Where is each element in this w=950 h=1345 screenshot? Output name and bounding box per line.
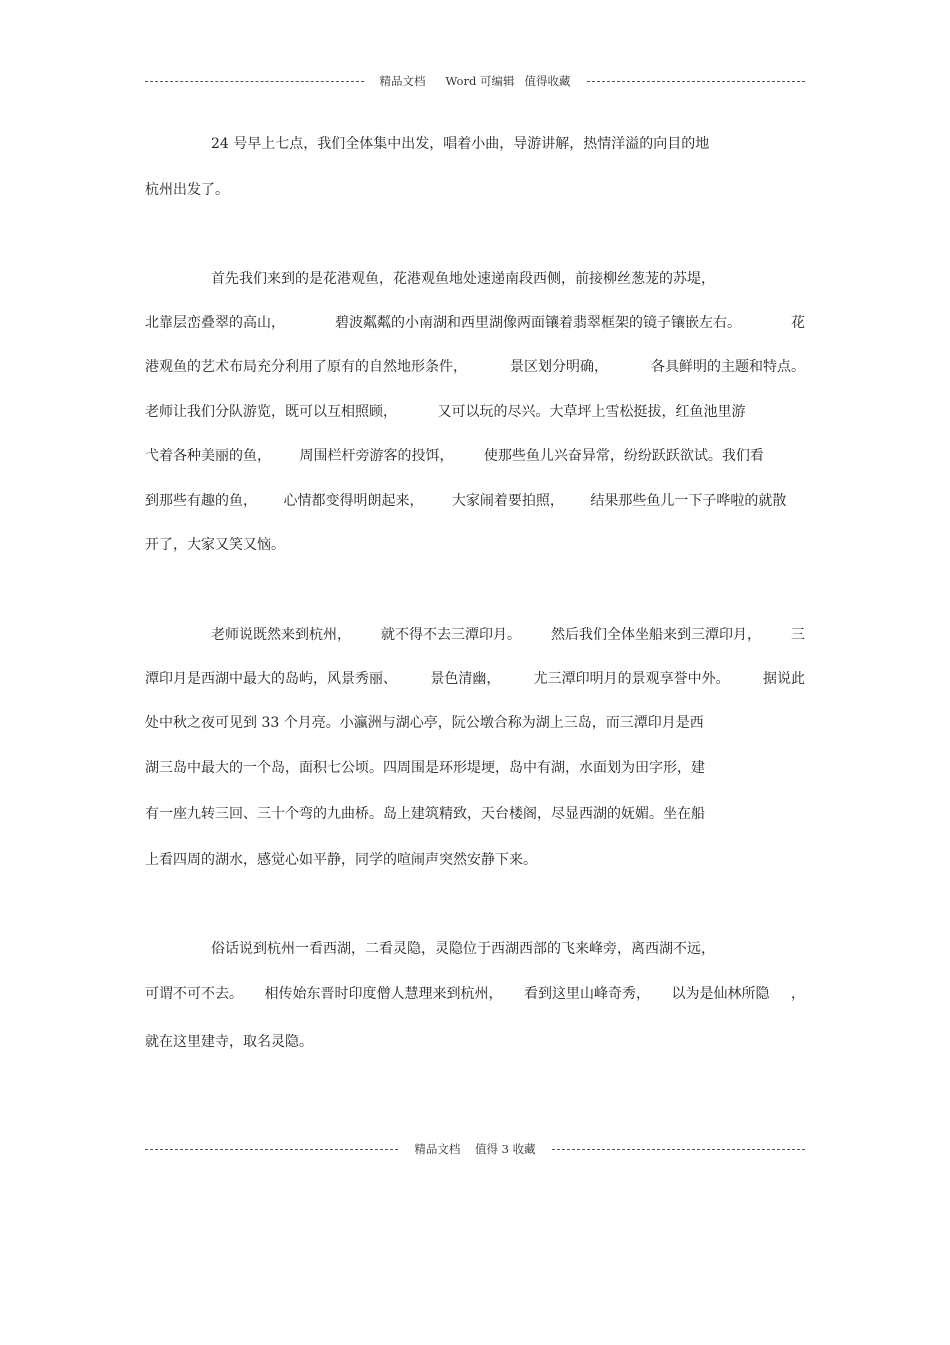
- p3-line-2-seg: 尤三潭印明月的景观享誉中外。: [533, 671, 730, 687]
- header-label: 精品文档: [379, 74, 426, 88]
- p3-line-3: 处中秋之夜可见到 33 个月亮。小瀛洲与湖心亭，阮公墩合称为湖上三岛，而三潭印月是西: [145, 715, 704, 731]
- p2-line-2-seg: 北靠层峦叠翠的高山，: [145, 315, 285, 331]
- p3-line-1: [211, 624, 805, 644]
- footer-rule-right: [552, 1149, 805, 1150]
- p4-line-2-seg: ，: [791, 986, 805, 1002]
- p2-line-6: [145, 490, 786, 510]
- p2-line-2-seg: 碧波粼粼的小南湖和西里湖像两面镶着翡翠框架的镜子镶嵌左右。: [335, 315, 741, 331]
- p4-line-1: 俗话说到杭州一看西湖，二看灵隐，灵隐位于西湖西部的飞来峰旁，离西湖不远，: [211, 941, 715, 957]
- p4-line-2-seg: 相传始东晋时印度僧人慧理来到杭州，: [264, 986, 503, 1002]
- p2-line-3-seg: 景区划分明确，: [510, 359, 608, 375]
- p3-line-1-seg: 就不得不去三潭印月。: [381, 627, 521, 643]
- p3-line-4: 湖三岛中最大的一个岛，面积七公顷。四周围是环形堤埂，岛中有湖，水面划为田字形，建: [145, 760, 705, 776]
- p2-line-4-seg: 老师让我们分队游览，既可以互相照顾，: [145, 404, 397, 420]
- p3-line-1-seg: 三: [791, 627, 805, 643]
- header-rule-right: [587, 81, 806, 82]
- p2-line-2-seg: 花: [791, 315, 805, 331]
- page-header: [145, 73, 805, 89]
- p3-line-2-seg: 潭印月是西湖中最大的岛屿，风景秀丽、: [145, 671, 397, 687]
- p4-line-2-seg: 可谓不可不去。: [145, 986, 243, 1002]
- p3-line-2: [145, 668, 805, 688]
- p2-line-3: [145, 356, 805, 376]
- p2-line-7: 开了，大家又笑又恼。: [145, 537, 285, 553]
- page-footer: [145, 1141, 805, 1157]
- p2-line-6-seg: 结果那些鱼儿一下子哗啦的就散: [590, 493, 787, 509]
- p2-line-5: [145, 445, 764, 465]
- p2-line-1: 首先我们来到的是花港观鱼，花港观鱼地处速递南段西侧，前接柳丝葱茏的苏堤，: [211, 271, 715, 287]
- p3-line-2-seg: 据说此: [762, 671, 805, 687]
- p1-line-1: 24 号早上七点，我们全体集中出发，唱着小曲，导游讲解，热情洋溢的向目的地: [211, 136, 710, 152]
- header-collect: 值得收藏: [524, 74, 571, 88]
- p4-line-2-seg: 以为是仙林所隐: [671, 986, 770, 1002]
- footer-rule-left: [145, 1149, 398, 1150]
- p2-line-4: [145, 401, 745, 421]
- p2-line-6-seg: 到那些有趣的鱼，: [145, 493, 257, 509]
- p1-line-2: 杭州出发了。: [145, 182, 229, 198]
- p2-line-5-seg: 使那些鱼儿兴奋异常，纷纷跃跃欲试。我们看: [483, 448, 764, 464]
- p4-line-3: 就在这里建寺，取名灵隐。: [145, 1034, 313, 1050]
- p2-line-3-seg: 各具鲜明的主题和特点。: [651, 359, 805, 375]
- p4-line-2-seg: 看到这里山峰奇秀，: [524, 986, 650, 1002]
- p2-line-5-seg: 周围栏杆旁游客的投饵，: [299, 448, 454, 464]
- p2-line-3-seg: 港观鱼的艺术布局充分利用了原有的自然地形条件，: [145, 359, 467, 375]
- p2-line-6-seg: 大家闹着要拍照，: [451, 493, 564, 509]
- p2-line-6-seg: 心情都变得明朗起来，: [283, 493, 424, 509]
- p2-line-4-seg: 又可以玩的尽兴。大草坪上雪松挺拔，红鱼池里游: [437, 404, 746, 420]
- p3-line-5: 有一座九转三回、三十个弯的九曲桥。岛上建筑精致，天台楼阁，尽显西湖的妩媚。坐在船: [145, 806, 705, 822]
- p2-line-2: [145, 312, 805, 332]
- p3-line-2-seg: 景色清幽，: [430, 671, 501, 687]
- header-rule-left: [145, 81, 364, 82]
- p3-line-1-seg: 老师说既然来到杭州，: [211, 627, 351, 643]
- p3-line-6: 上看四周的湖水，感觉心如平静，同学的喧闹声突然安静下来。: [145, 852, 537, 868]
- p3-line-1-seg: 然后我们全体坐船来到三潭印月，: [551, 627, 761, 643]
- header-word-editable: Word 可编辑: [445, 74, 515, 88]
- p2-line-5-seg: 弋着各种美丽的鱼，: [145, 448, 271, 464]
- p4-line-2: [145, 983, 805, 1003]
- footer-label: 精品文档 值得 3 收藏: [414, 1142, 536, 1156]
